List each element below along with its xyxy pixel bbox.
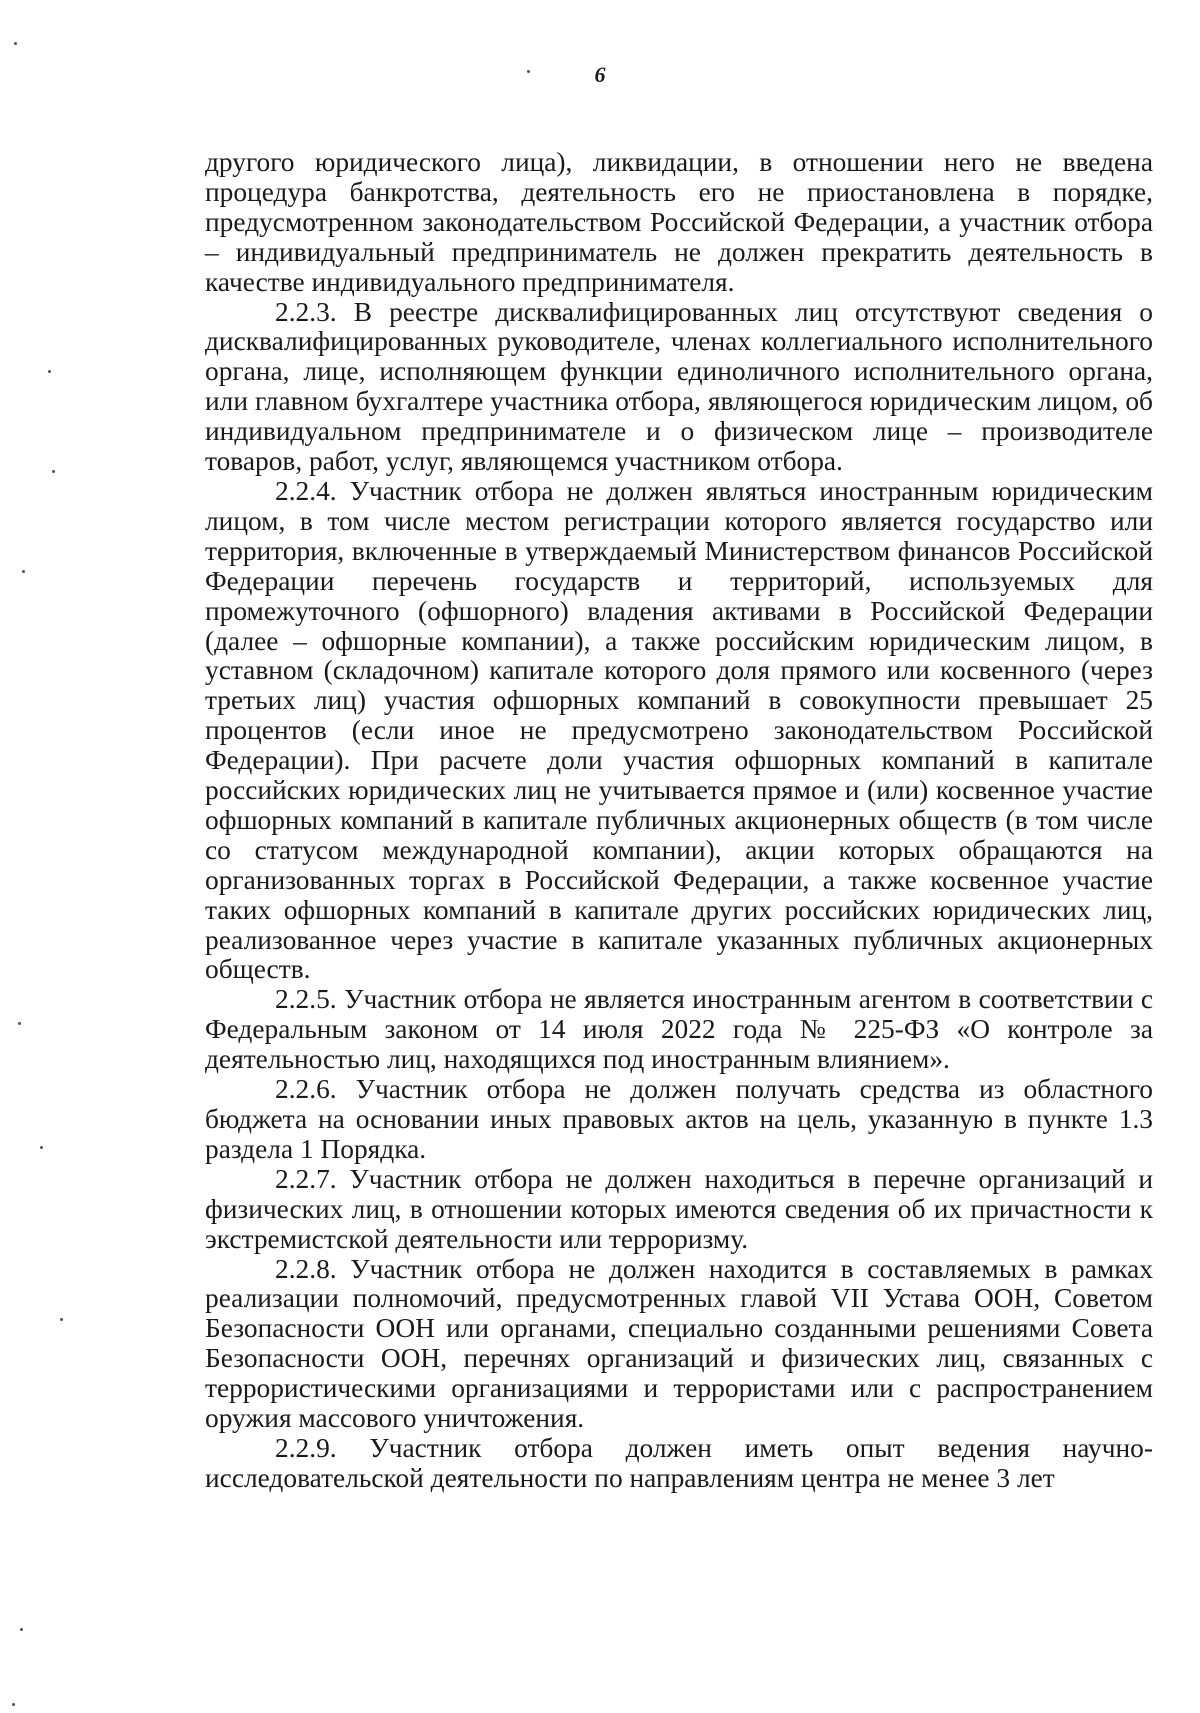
- scan-speck: [60, 1318, 63, 1321]
- clause-2-2-6: 2.2.6. Участник отбора не должен получать средства из областного бюджета на основании иных правовых актов на цель, указанную в пункте 1.3 раздела 1 Порядка.: [205, 1074, 1153, 1164]
- clause-2-2-4: 2.2.4. Участник отбора не должен являться иностранным юридическим лицом, в том числе местом регистрации которого является государство или территория, включенные в утверждаемый Министерством финансов Российской Федерации перечень государств и территорий, используемых для промежуточного (офшорного) владения активами в Российской Федерации (далее – офшорные компании), а также российским юридическим лицом, в уставном (складочном) капитале которого доля прямого или косвенного (через третьих лиц) участия офшорных компаний в совокупности превышает 25 процентов (если иное не предусмотрено законодательством Российской Федерации). При расчете доли участия офшорных компаний в капитале российских юридических лиц не учитывается прямое и (или) косвенное участие офшорных компаний в капитале публичных акционерных обществ (в том числе со статусом международной компании), акции которых обращаются на организованных торгах в Российской Федерации, а также косвенное участие таких офшорных компаний в капитале других российских юридических лиц, реализованное через участие в капитале указанных публичных акционерных обществ.: [205, 475, 1153, 985]
- scan-speck: [22, 570, 25, 573]
- scan-speck: [40, 1146, 43, 1149]
- scan-speck: [52, 470, 55, 473]
- clause-2-2-7: 2.2.7. Участник отбора не должен находиться в перечне организаций и физических лиц, в отношении которых имеются сведения об их причастности к экстремистской деятельности или терроризму.: [205, 1163, 1153, 1254]
- scan-speck: [12, 1703, 15, 1706]
- document-body: [205, 148, 1153, 1494]
- clause-2-2-9: 2.2.9. Участник отбора должен иметь опыт ведения научно-исследовательской деятельности по направлениям центра не менее 3 лет: [205, 1432, 1153, 1493]
- page-number: 6: [594, 62, 606, 87]
- paragraph-continuation: другого юридического лица), ликвидации, в отношении него не введена процедура банкротства, деятельность его не приостановлена в порядке, предусмотренном законодательством Российской Федерации, а участник отбора – индивидуальный предприниматель не должен прекратить деятельность в качестве индивидуального предпринимателя.: [205, 147, 1153, 297]
- scan-speck: [14, 42, 17, 45]
- scan-speck: [48, 370, 51, 373]
- clause-2-2-3: 2.2.3. В реестре дисквалифицированных лиц отсутствуют сведения о дисквалифицированных руководителе, членах коллегиального исполнительного органа, лице, исполняющем функции единоличного исполнительного органа, или главном бухгалтере участника отбора, являющегося юридическим лицом, об индивидуальном предпринимателе и о физическом лице – производителе товаров, работ, услуг, являющемся участником отбора.: [205, 296, 1153, 477]
- scan-speck: [18, 1022, 21, 1025]
- scan-speck: [527, 70, 530, 73]
- scan-speck: [20, 1628, 23, 1631]
- clause-2-2-8: 2.2.8. Участник отбора не должен находится в составляемых в рамках реализации полномочий, предусмотренных главой VII Устава ООН, Советом Безопасности ООН или органами, специально созданными решениями Совета Безопасности ООН, перечнях организаций и физических лиц, связанных с террористическими организациями и террористами или с распространением оружия массового уничтожения.: [205, 1253, 1153, 1434]
- clause-2-2-5: 2.2.5. Участник отбора не является иностранным агентом в соответствии с Федеральным законом от 14 июля 2022 года № 225-ФЗ «О контроле за деятельностью лиц, находящихся под иностранным влиянием».: [205, 984, 1153, 1075]
